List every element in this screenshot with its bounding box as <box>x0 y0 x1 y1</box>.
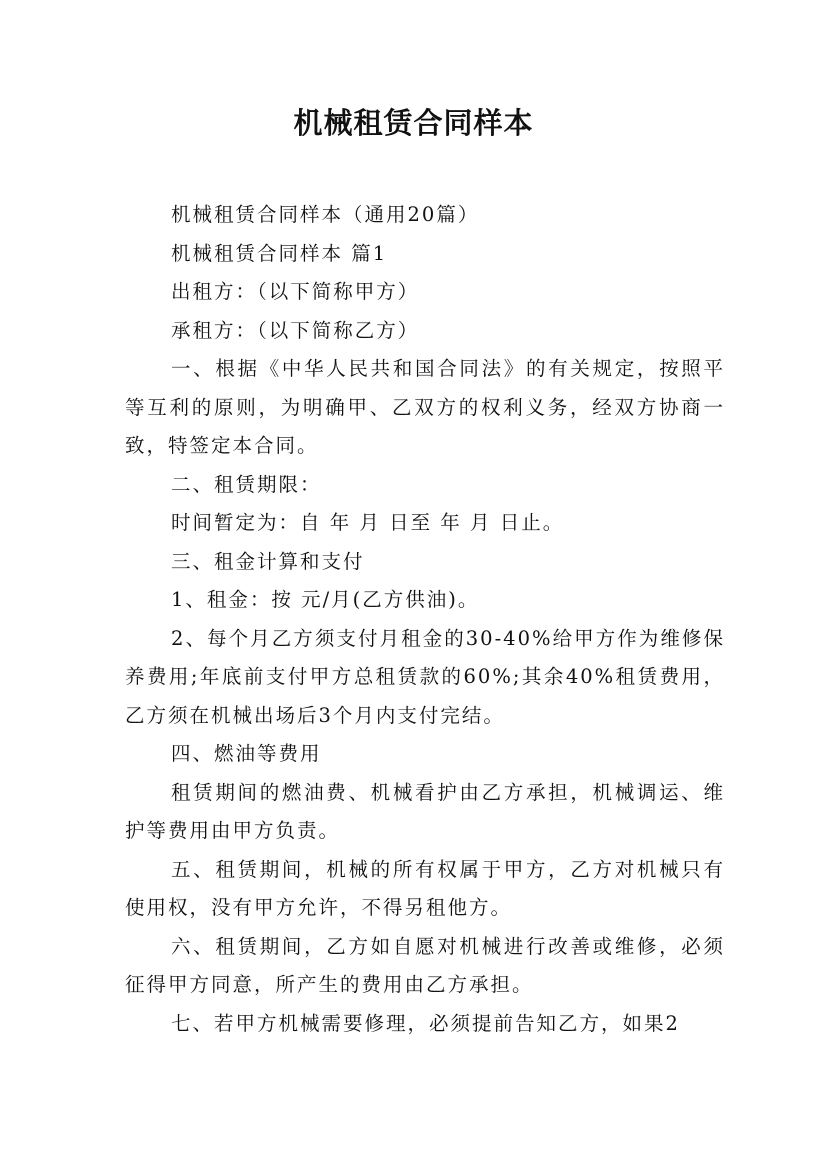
paragraph-clause-7: 七、若甲方机械需要修理，必须提前告知乙方，如果2 <box>171 1011 680 1035</box>
paragraph-section-heading: 机械租赁合同样本 篇1 <box>171 241 388 265</box>
paragraph-term: 时间暂定为：自 年 月 日至 年 月 日止。 <box>171 511 565 534</box>
paragraph-clause-4-heading: 四、燃油等费用 <box>171 742 322 765</box>
paragraph-clause-5: 五、租赁期间，机械的所有权属于甲方，乙方对机械只有使用权，没有甲方允许，不得另租他方。 <box>125 857 725 919</box>
paragraph-lessee: 承租方：（以下简称乙方） <box>171 318 420 342</box>
paragraph-rent: 1、租金：按 元/月(乙方供油)。 <box>171 588 480 611</box>
paragraph-clause-3-heading: 三、租金计算和支付 <box>171 549 365 573</box>
paragraph-fuel: 租赁期间的燃油费、机械看护由乙方承担，机械调运、维护等费用由甲方负责。 <box>125 780 725 842</box>
paragraph-clause-6: 六、租赁期间，乙方如自愿对机械进行改善或维修，必须征得甲方同意，所产生的费用由乙方承担。 <box>125 934 725 996</box>
paragraph-clause-1: 一、根据《中华人民共和国合同法》的有关规定，按照平等互利的原则，为明确甲、乙双方的权利义务，经双方协商一致，特签定本合同。 <box>125 357 725 457</box>
document-title: 机械租赁合同样本 <box>293 106 534 140</box>
document-body <box>125 196 725 1043</box>
paragraph-payment: 2、每个月乙方须支付月租金的30-40%给甲方作为维修保养费用;年底前支付甲方总租赁款的60%;其余40%租赁费用，乙方须在机械出场后3个月内支付完结。 <box>125 626 725 727</box>
paragraph-lessor: 出租方：（以下简称甲方） <box>171 280 420 303</box>
paragraph-subtitle: 机械租赁合同样本（通用20篇） <box>171 203 480 226</box>
paragraph-clause-2-heading: 二、租赁期限： <box>171 472 322 496</box>
